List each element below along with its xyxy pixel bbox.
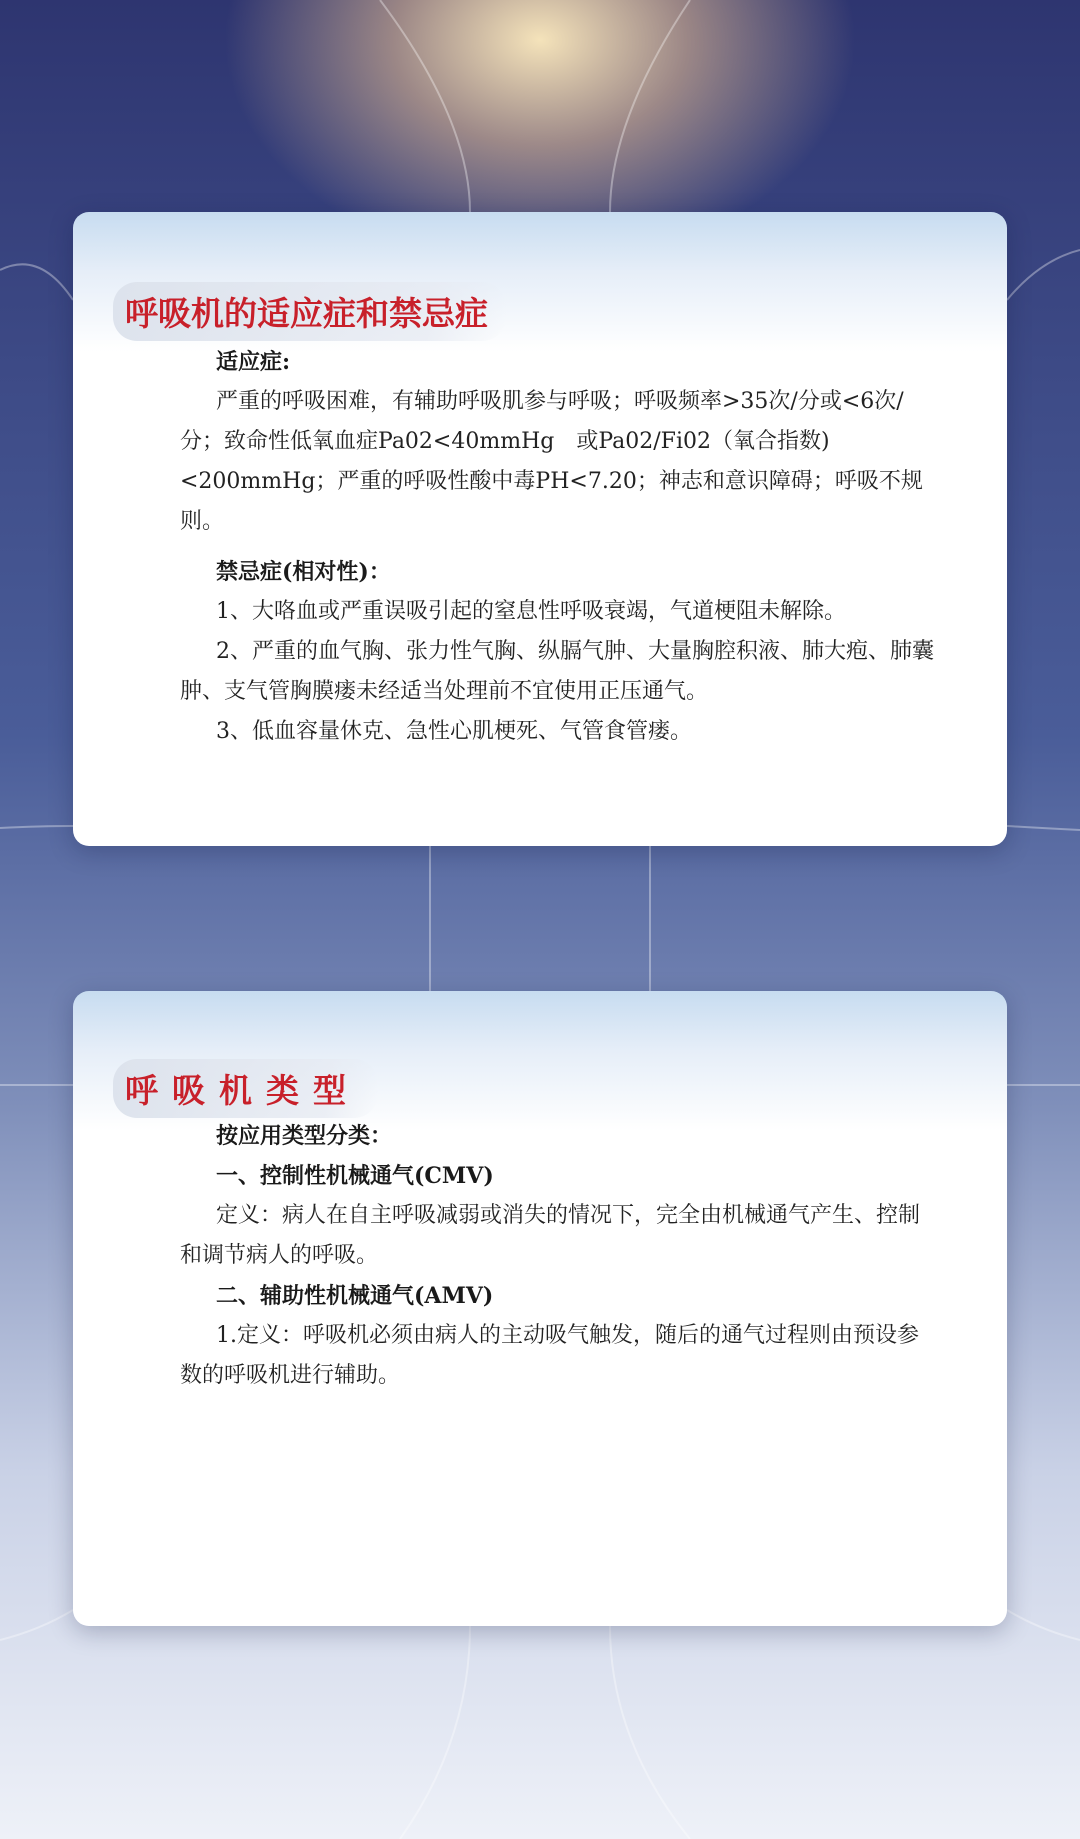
amv-definition: 1.定义：呼吸机必须由病人的主动吸气触发，随后的通气过程则由预设参数的呼吸机进行辅助。 (180, 1323, 919, 1388)
contraindications-heading: 禁忌症(相对性)： (216, 559, 391, 585)
card-indications (73, 212, 1007, 846)
card-body (180, 1116, 940, 1396)
contraindication-item: 2、严重的血气胸、张力性气胸、纵膈气肿、大量胸腔积液、肺大疱、肺囊肿、支气管胸膜瘘未经适当处理前不宜使用正压通气。 (180, 639, 934, 704)
cmv-definition: 定义：病人在自主呼吸减弱或消失的情况下，完全由机械通气产生、控制和调节病人的呼吸。 (180, 1203, 921, 1268)
cmv-heading: 一、控制性机械通气(CMV) (216, 1163, 494, 1189)
contraindication-item: 1、大咯血或严重误吸引起的窒息性呼吸衰竭，气道梗阻未解除。 (216, 599, 846, 624)
indications-text: 严重的呼吸困难，有辅助呼吸肌参与呼吸；呼吸频率>35次/分或<6次/分；致命性低氧血症Pa02<40mmHg 或Pa02/Fi02（氧合指数)<200mmHg；严重的呼吸性酸中毒PH<7.20；神志和意识障碍；呼吸不规则。 (180, 389, 923, 534)
classify-heading: 按应用类型分类： (216, 1123, 393, 1149)
card-ventilator-types (73, 991, 1007, 1626)
indications-heading: 适应症: (216, 349, 291, 375)
section-title: 呼吸机的适应症和禁忌症 (113, 282, 506, 341)
amv-heading: 二、辅助性机械通气(AMV) (216, 1283, 494, 1309)
contraindication-item: 3、低血容量休克、急性心肌梗死、气管食管瘘。 (216, 719, 692, 744)
card-body (180, 342, 940, 752)
section-title: 呼吸机类型 (113, 1059, 378, 1118)
